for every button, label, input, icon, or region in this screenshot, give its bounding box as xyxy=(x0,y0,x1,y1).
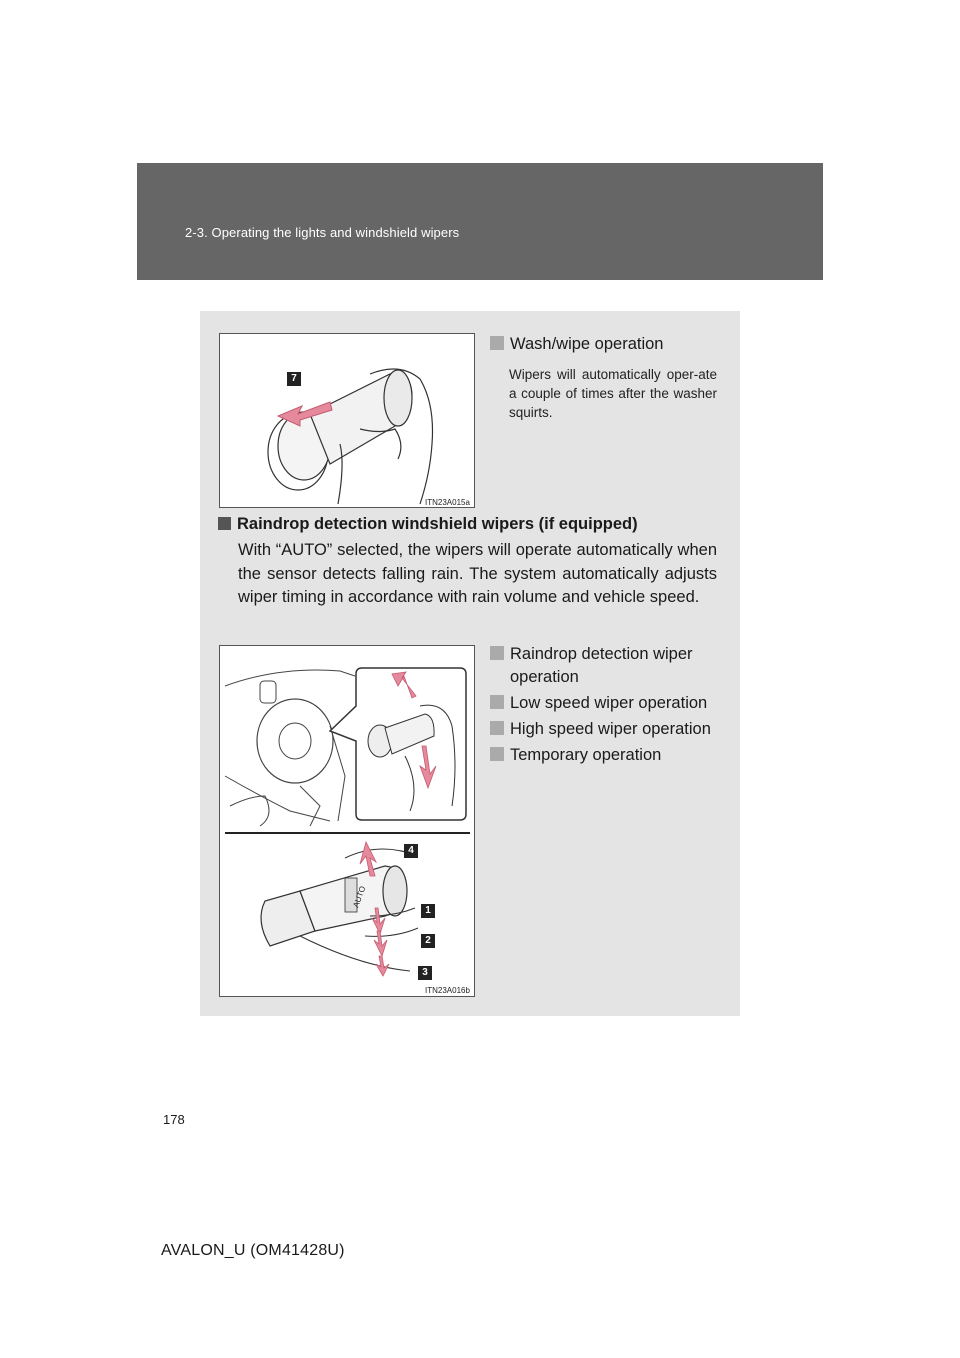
section-header-bar xyxy=(137,163,823,280)
dashboard-and-lever-drawing xyxy=(220,646,475,997)
callout-4-badge: 4 xyxy=(404,844,418,858)
lever-auto-label: AUTO xyxy=(351,884,368,909)
raindrop-wiper-illustration xyxy=(219,645,475,997)
callout-2-badge: 2 xyxy=(421,934,435,948)
heading-square-icon xyxy=(218,517,231,530)
bullet-square-icon xyxy=(490,646,504,660)
callout-3-badge: 3 xyxy=(418,966,432,980)
wash-wipe-title: Wash/wipe operation xyxy=(490,333,720,356)
bullet-square-icon xyxy=(490,721,504,735)
document-code: AVALON_U (OM41428U) xyxy=(161,1242,345,1259)
callout-1-badge: 1 xyxy=(421,904,435,918)
bullet-square-icon xyxy=(490,695,504,709)
raindrop-section-heading: Raindrop detection windshield wipers (if equipped) xyxy=(218,515,718,534)
figure-code: ITN23A016b xyxy=(425,986,470,995)
figure-code: ITN23A015a xyxy=(425,498,470,507)
raindrop-section-body: With “AUTO” selected, the wipers will operate automatically when the sensor detects falling rain. The system automatically adjusts wiper timing in accordance with rain volume and vehicle speed. xyxy=(238,541,717,606)
wash-wipe-description: Wipers will automatically oper-ate a couple of times after the washer squirts. xyxy=(509,367,717,420)
bullet-square-icon xyxy=(490,336,504,350)
mode-item: Temporary operation xyxy=(490,744,720,767)
bullet-square-icon xyxy=(490,747,504,761)
mode-item: Raindrop detection wiper operation xyxy=(490,643,740,689)
section-title: 2-3. Operating the lights and windshield wipers xyxy=(185,225,460,240)
wash-wipe-illustration xyxy=(219,333,475,508)
callout-7-badge: 7 xyxy=(287,372,301,386)
page-number: 178 xyxy=(163,1112,185,1127)
mode-item: High speed wiper operation xyxy=(490,718,720,741)
wiper-lever-drawing xyxy=(220,334,475,508)
mode-item: Low speed wiper operation xyxy=(490,692,720,715)
